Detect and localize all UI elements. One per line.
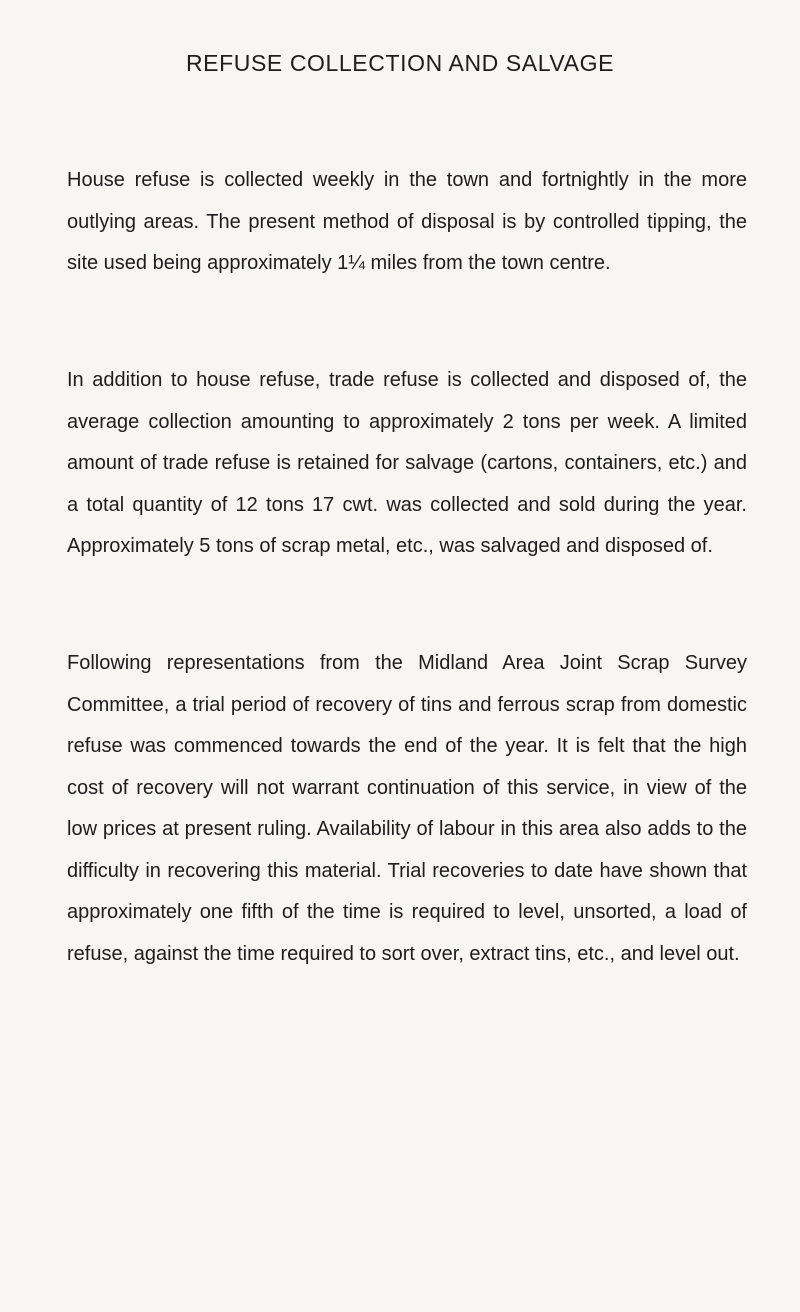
page-title: REFUSE COLLECTION AND SALVAGE [185, 50, 615, 76]
paragraph-scrap-recovery: Following representations from the Midland Area Joint Scrap Survey Committee, a trial period of recovery of tins and ferrous scrap from domestic refuse was commenced towards the end of the year. It is felt that the high cost of recovery will not warrant continuation of this service, in view of the low prices at present ruling. Availability of labour in this area also adds to the difficulty in recovering this material. Trial recoveries to date have shown that approximately one fifth of the time is required to level, unsorted, a load of refuse, against the time required to sort over, extract tins, etc., and level out. [67, 652, 747, 965]
paragraph-house-refuse: House refuse is collected weekly in the town and fortnightly in the more outlying areas. The present method of disposal is by controlled tipping, the site used being approximately 1¼ miles from the town centre. [67, 169, 747, 274]
paragraph-trade-refuse: In addition to house refuse, trade refuse is collected and disposed of, the average collection amounting to approximately 2 tons per week. A limited amount of trade refuse is retained for salvage (cartons, containers, etc.) and a total quantity of 12 tons 17 cwt. was collected and sold during the year. Approximately 5 tons of scrap metal, etc., was salvaged and disposed of. [67, 369, 747, 557]
